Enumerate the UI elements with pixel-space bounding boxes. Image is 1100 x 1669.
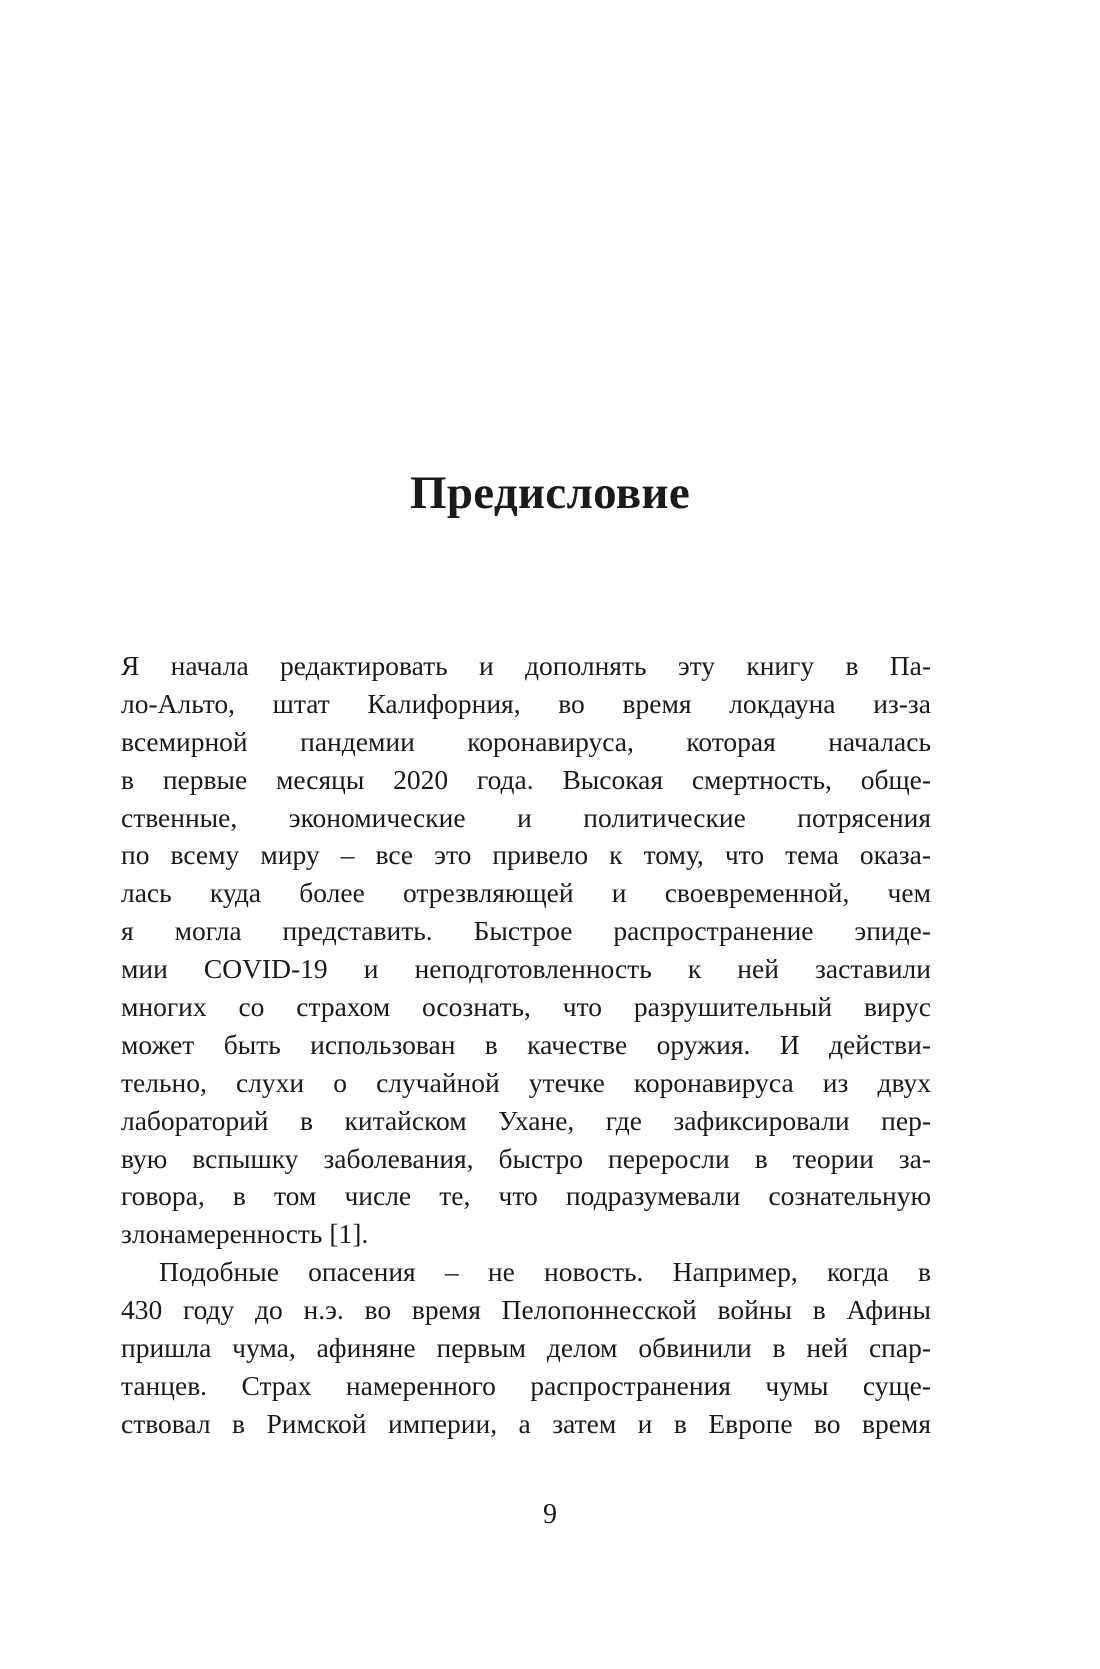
text-line: ственные, экономические и политические потрясения (121, 801, 931, 833)
text-line: в первые месяцы 2020 года. Высокая смертность, обще- (121, 763, 931, 795)
text-line: многих со страхом осознать, что разрушительный вирус (121, 991, 931, 1023)
text-line: тельно, слухи о случайной утечке коронавируса из двух (121, 1066, 931, 1098)
text-line: ствовал в Римской империи, а затем и в Европе во время (121, 1407, 931, 1439)
body-text (121, 647, 931, 1443)
text-line: Я начала редактировать и дополнять эту книгу в Па- (121, 650, 931, 681)
text-line: лабораторий в китайском Ухане, где зафиксировали пер- (121, 1104, 931, 1136)
text-line: мии COVID-19 и неподготовленность к ней заставили (121, 953, 931, 985)
text-line: по всему миру – все это привело к тому, что тема оказа- (121, 839, 931, 871)
text-line: танцев. Страх намеренного распространения чумы суще- (121, 1369, 931, 1401)
paragraph-1 (121, 647, 931, 1253)
text-line: ло-Альто, штат Калифорния, во время локдауна из-за (121, 687, 931, 719)
text-line: пришла чума, афиняне первым делом обвинили в ней спар- (121, 1332, 931, 1364)
text-line: лась куда более отрезвляющей и своевременной, чем (121, 877, 931, 909)
text-line: может быть использован в качестве оружия. И действи- (121, 1028, 931, 1060)
text-line: 430 году до н.э. во время Пелопоннесской войны в Афины (121, 1294, 931, 1326)
text-line: вую вспышку заболевания, быстро переросли в теории за- (121, 1142, 931, 1174)
text-line: всемирной пандемии коронавируса, которая началась (121, 725, 931, 757)
paragraph-2 (121, 1253, 931, 1442)
chapter-title: Предисловие (410, 467, 690, 520)
text-line-last: злонамеренность [1]. (121, 1218, 369, 1250)
text-line: я могла представить. Быстрое распространение эпиде- (121, 915, 931, 947)
text-line: говора, в том числе те, что подразумевали сознательную (121, 1180, 931, 1212)
page-number: 9 (543, 1499, 557, 1530)
text-line-indented: Подобные опасения – не новость. Например, когда в (159, 1256, 931, 1288)
